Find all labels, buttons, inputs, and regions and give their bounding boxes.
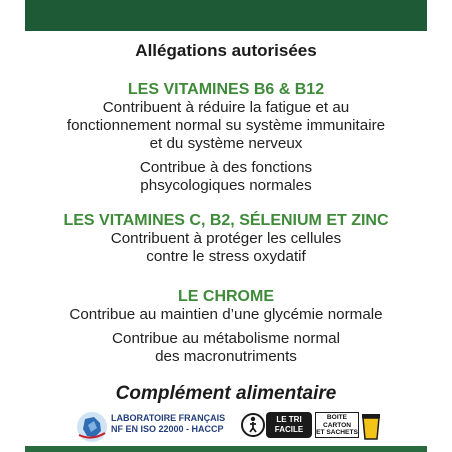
lab-certification xyxy=(111,413,225,435)
claim xyxy=(0,330,452,366)
section-title: LE CHROME xyxy=(178,288,274,305)
claim-line: phsycologiques normales xyxy=(140,177,312,194)
claim-line: Contribue à des fonctions xyxy=(139,159,313,176)
claim-line: Contribue au métabolisme normal xyxy=(112,330,340,347)
claim-line: et du système nerveux xyxy=(149,135,303,152)
recycle-person-icon xyxy=(241,411,265,439)
claim-line: Contribuent à réduire la fatigue et au xyxy=(102,99,350,116)
france-lab-icon xyxy=(76,411,108,443)
tri-text-line: ET SACHETS xyxy=(316,429,358,436)
claim-line: Contribue au maintien d’une glycémie normale xyxy=(69,306,383,323)
claim-line: fonctionnement normal su système immunitaire xyxy=(66,117,386,134)
page-heading: Allégations autorisées xyxy=(135,41,317,60)
top-green-band xyxy=(25,0,427,31)
yellow-bin-icon xyxy=(360,410,382,440)
footer-title: Complément alimentaire xyxy=(115,383,337,404)
claim-line: contre le stress oxydatif xyxy=(146,248,306,265)
claim xyxy=(0,230,452,266)
tri-badge-line: LE TRI xyxy=(276,415,302,424)
tri-badge-line: FACILE xyxy=(274,425,304,434)
section-title: LES VITAMINES C, B2, SÉLENIUM ET ZINC xyxy=(63,212,389,229)
claim-line: des macronutriments xyxy=(155,348,297,365)
tri-text-line: CARTON xyxy=(322,421,352,429)
claim xyxy=(0,159,452,195)
section-chrome xyxy=(0,287,452,366)
claim xyxy=(0,99,452,153)
claim xyxy=(0,306,452,324)
bottom-green-band xyxy=(25,446,427,452)
claim-line: Contribuent à protéger les cellules xyxy=(110,230,342,247)
section-title: LES VITAMINES B6 & B12 xyxy=(127,81,325,98)
lab-line: LABORATOIRE FRANÇAIS xyxy=(111,413,226,423)
tri-text-line: BOITE xyxy=(326,414,348,421)
tri-facile-badge xyxy=(266,412,312,438)
section-vitamins-b6-b12 xyxy=(0,80,452,195)
tri-instructions xyxy=(315,412,359,438)
section-vitamins-c-b2-selenium-zinc xyxy=(0,211,452,266)
lab-line: NF EN ISO 22000 - HACCP xyxy=(111,424,224,434)
